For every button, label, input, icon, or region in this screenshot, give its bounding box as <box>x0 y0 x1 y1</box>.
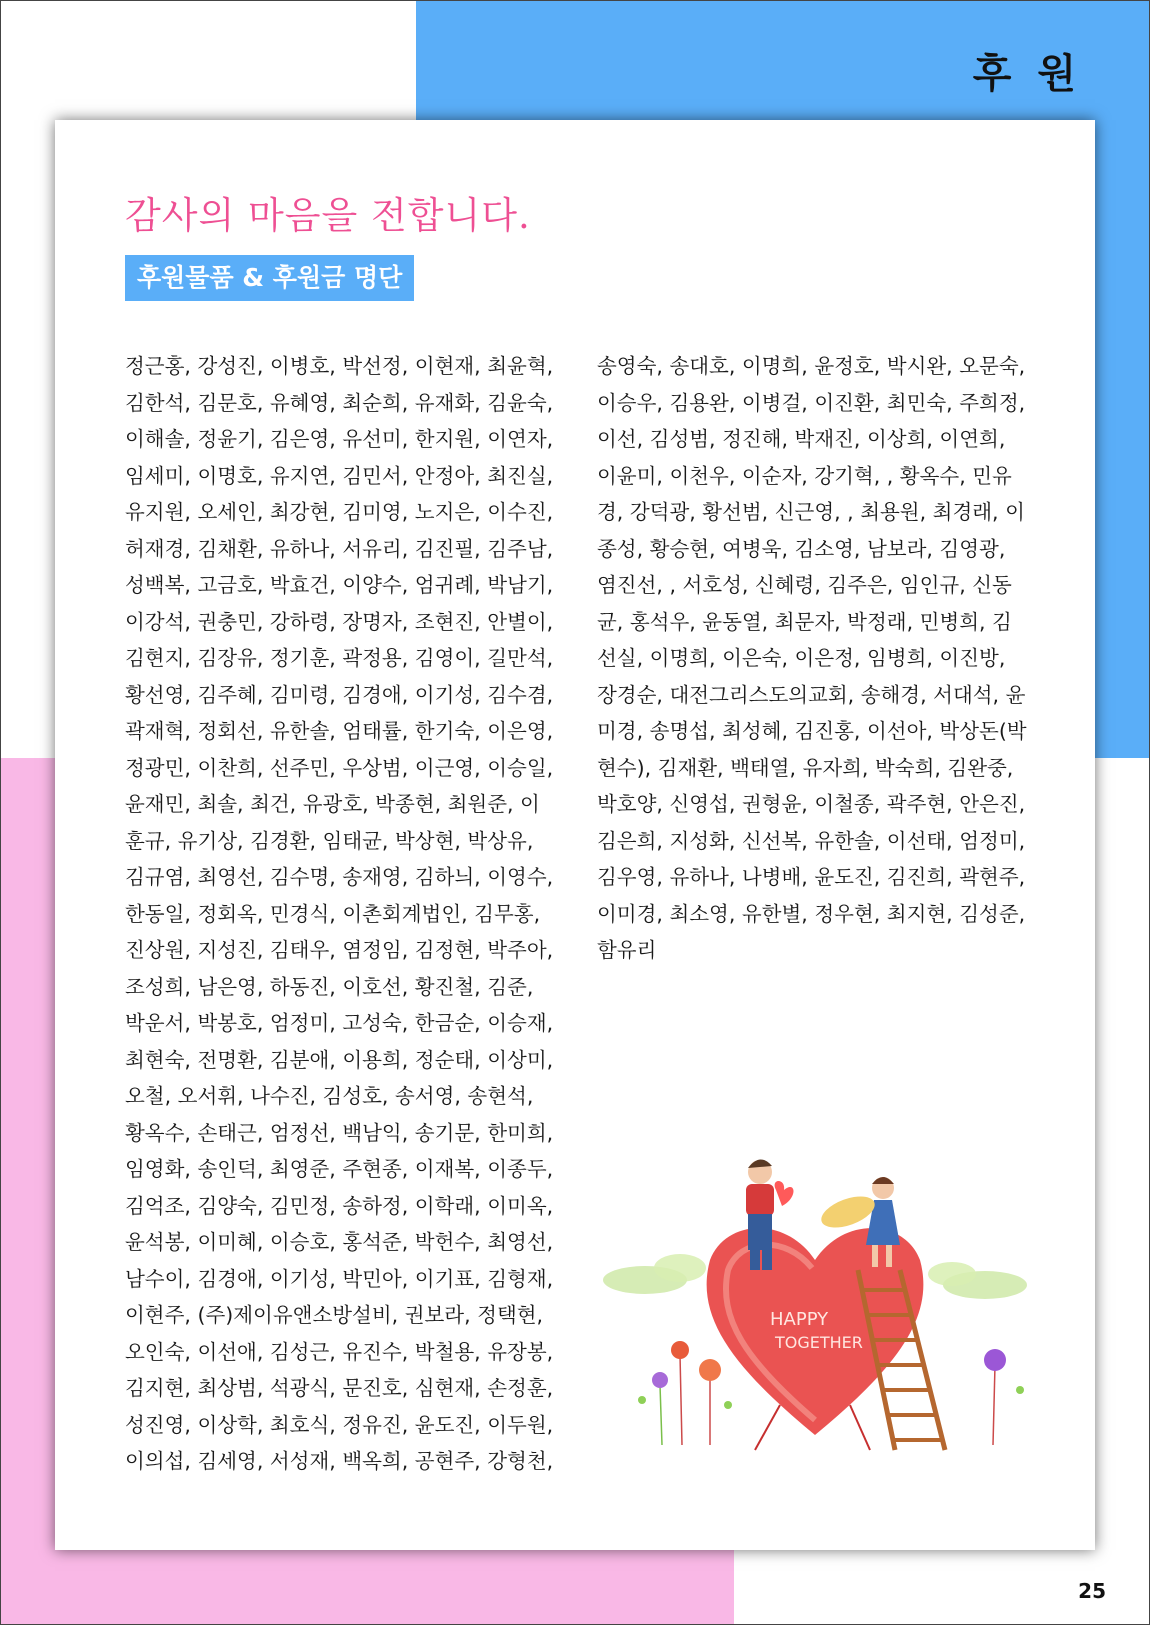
donor-names-left-column: 정근홍, 강성진, 이병호, 박선정, 이현재, 최윤혁, 김한석, 김문호, 유혜영, 최순희, 유재화, 김윤숙, 이해솔, 정윤기, 김은영, 유선미, 한지원, 이연자, 임세미, 이명호, 유지연, 김민서, 안정아, 최진실, 유지원, 오세인, 최강현, 김미영, 노지은, 이수진, 허재경, 김채환, 유하나, 서유리, 김진필, 김주남, 성백복, 고금호, 박효건, 이양수, 엄귀례, 박남기, 이강석, 권충민, 강하령, 장명자, 조현진, 안별이, 김현지, 김장유, 정기훈, 곽정용, 김영이, 길만석, 황선영, 김주혜, 김미령, 김경애, 이기성, 김수겸, 곽재혁, 정회선, 유한솔, 엄태률, 한기숙, 이은영, 정광민, 이찬희, 선주민, 우상범, 이근영, 이승일, 윤재민, 최솔, 최건, 유광호, 박종현, 최원준, 이훈규, 유기상, 김경환, 임태균, 박상현, 박상유, 김규염, 최영선, 김수명, 송재영, 김하늬, 이영수, 한동일, 정회옥, 민경식, 이촌회계법인, 김무홍, 진상원, 지성진, 김태우, 염정임, 김정현, 박주아, 조성희, 남은영, 하동진, 이호선, 황진철, 김준, 박운서, 박봉호, 엄정미, 고성숙, 한금순, 이승재, 최현숙, 전명환, 김분애, 이용희, 정순태, 이상미, 오철, 오서휘, 나수진, 김성호, 송서영, 송현석, 황옥수, 손태근, 엄정선, 백남익, 송기문, 한미희, 임영화, 송인덕, 최영준, 주현종, 이재복, 이종두, 김억조, 김양숙, 김민정, 송하정, 이학래, 이미옥, 윤석봉, 이미혜, 이승호, 홍석준, 박헌수, 최영선, 남수이, 김경애, 이기성, 박민아, 이기표, 김형재, 이현주, (주)제이유앤소방설비, 권보라, 정택현, 오인숙, 이선애, 김성근, 유진수, 박철용, 유장봉, 김지현, 최상범, 석광식, 문진호, 심현재, 손정훈, 성진영, 이상학, 최호식, 정유진, 윤도진, 이두원, 이의섭, 김세영, 서성재, 백옥희, 공현주, 강형천, <box>125 354 554 1473</box>
illustration-sign-text-together: TOGETHER <box>775 1333 863 1352</box>
illustration-sign-text-happy: HAPPY <box>770 1309 829 1330</box>
page-heading: 감사의 마음을 전합니다. <box>125 194 531 237</box>
page-number: 25 <box>1078 1579 1106 1603</box>
content-card <box>55 120 1095 1550</box>
happy-together-heart-illustration <box>600 1150 1040 1460</box>
donor-list-subheading: 후원물품 & 후원금 명단 <box>125 255 414 301</box>
donor-names-right-column: 송영숙, 송대호, 이명희, 윤정호, 박시완, 오문숙, 이승우, 김용완, 이병걸, 이진환, 최민숙, 주희정, 이선, 김성범, 정진해, 박재진, 이상희, 이연희, 이윤미, 이천우, 이순자, 강기혁, , 황옥수, 민유경, 강덕광, 황선범, 신근영, , 최용원, 최경래, 이종성, 황승현, 여병욱, 김소영, 남보라, 김영광, 염진선, , 서호성, 신혜령, 김주은, 임인규, 신동균, 홍석우, 윤동열, 최문자, 박정래, 민병희, 김선실, 이명희, 이은숙, 이은정, 임병희, 이진방, 장경순, 대전그리스도의교회, 송해경, 서대석, 윤미경, 송명섭, 최성혜, 김진홍, 이선아, 박상돈(박현수), 김재환, 백태열, 유자희, 박숙희, 김완중, 박호양, 신영섭, 권형윤, 이철종, 곽주현, 안은진, 김은희, 지성화, 신선복, 유한솔, 이선태, 엄정미, 김우영, 유하나, 나병배, 윤도진, 김진희, 곽현주, 이미경, 최소영, 유한별, 정우현, 최지현, 김성준, 함유리 <box>597 354 1027 962</box>
section-title: 후 원 <box>972 51 1082 97</box>
